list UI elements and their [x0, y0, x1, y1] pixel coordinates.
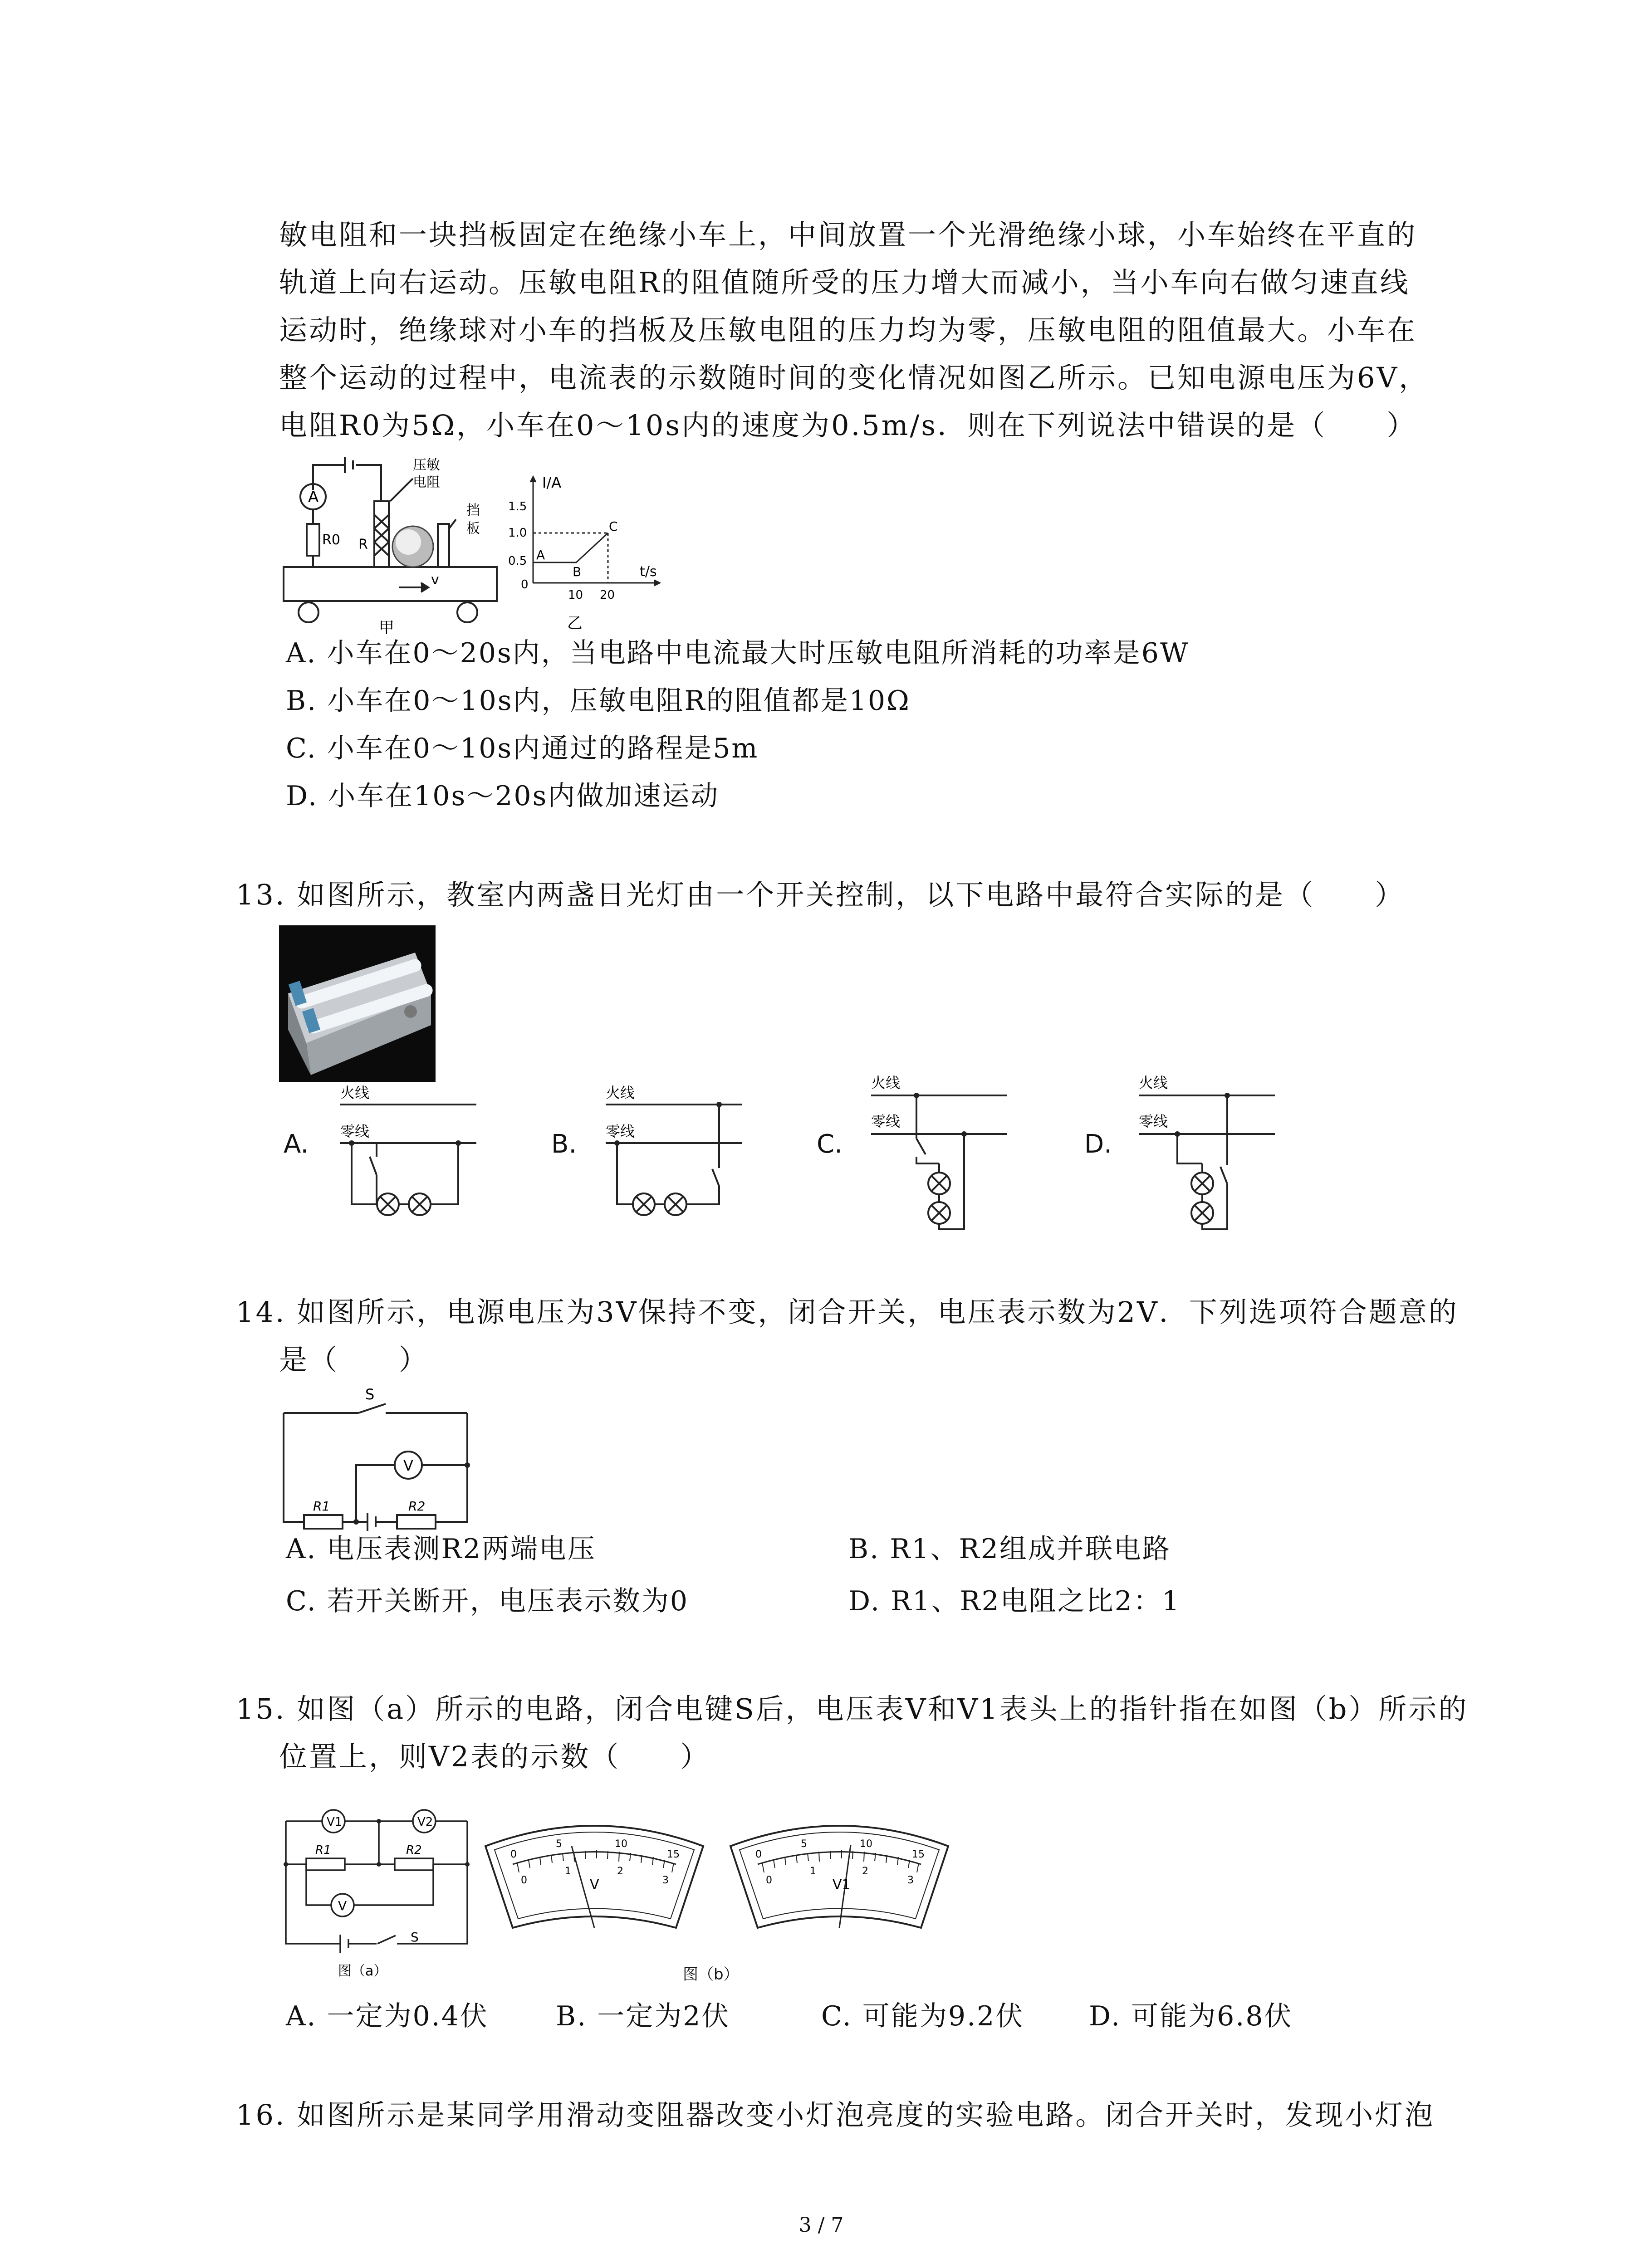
q14-option-c[interactable]: C. 若开关断开，电压表示数为0 — [286, 1585, 689, 1617]
q12-ammeter-label: A — [308, 488, 319, 506]
q15-m1-outer-5: 5 — [556, 1838, 562, 1850]
q14-switch-label: S — [365, 1386, 375, 1403]
q15-m2-outer-5: 5 — [801, 1838, 807, 1850]
q14-r1-label: R1 — [313, 1499, 330, 1514]
q15-m2-inner-2: 2 — [862, 1866, 868, 1877]
q12-option-d[interactable]: D. 小车在10s～20s内做加速运动 — [286, 780, 720, 812]
q15-option-b[interactable]: B. 一定为2伏 — [556, 2000, 730, 2032]
q15-m1-inner-3: 3 — [662, 1875, 669, 1886]
q15-r1-label: R1 — [315, 1843, 331, 1857]
q12-option-c[interactable]: C. 小车在0～10s内通过的路程是5m — [286, 733, 759, 764]
q14-stem-line-2: 是（ ） — [279, 1343, 429, 1376]
q14-stem-line-1: 14. 如图所示，电源电压为3V保持不变，闭合开关，电压表示数为2V．下列选项符合题意的 — [236, 1295, 1459, 1329]
q15-m1-inner-1: 1 — [565, 1866, 571, 1877]
q15-v2-label: V2 — [417, 1815, 433, 1829]
q12-yi-point-a: A — [536, 547, 545, 562]
q15-m1-outer-10: 10 — [615, 1838, 627, 1850]
q12-line-2: 轨道上向右运动。压敏电阻R的阻值随所受的压力增大而减小，当小车向右做匀速直线 — [279, 266, 1410, 299]
q12-line-5: 电阻R0为5Ω，小车在0～10s内的速度为0.5m/s．则在下列说法中错误的是（ ） — [279, 409, 1417, 442]
q15-caption-a: 图（a） — [338, 1963, 387, 1979]
q13-b-neutral: 零线 — [606, 1123, 635, 1140]
q13-option-d-label[interactable]: D. — [1084, 1129, 1112, 1159]
q12-yi-ytick-0: 0 — [521, 578, 529, 591]
q15-option-d[interactable]: D. 可能为6.8伏 — [1089, 2000, 1293, 2032]
q12-line-3: 运动时，绝缘球对小车的挡板及压敏电阻的压力均为零，压敏电阻的阻值最大。小车在 — [279, 313, 1417, 347]
q12-yi-xtick-20: 20 — [600, 588, 615, 602]
q12-resistor-label: 电阻 — [413, 474, 440, 490]
q16-stem: 16. 如图所示是某同学用滑动变阻器改变小灯泡亮度的实验电路。闭合开关时，发现小灯泡 — [236, 2098, 1435, 2131]
q13-circuit-d[interactable] — [1130, 1070, 1279, 1238]
q15-stem-line-2: 位置上，则V2表的示数（ ） — [279, 1740, 710, 1773]
q15-r2-label: R2 — [406, 1843, 422, 1857]
q15-m2-inner-0: 0 — [766, 1875, 772, 1886]
q13-a-neutral: 零线 — [340, 1123, 370, 1140]
q13-b-live: 火线 — [606, 1084, 635, 1101]
q12-r0-label: R0 — [322, 532, 340, 548]
q12-yi-xtick-10: 10 — [568, 588, 583, 602]
q12-v-label: v — [431, 572, 439, 588]
q13-circuit-a[interactable] — [331, 1082, 481, 1232]
q15-m1-outer-0: 0 — [510, 1849, 517, 1860]
q13-lamp-photo — [279, 925, 436, 1082]
q15-m1-inner-2: 2 — [617, 1866, 623, 1877]
q14-voltmeter-label: V — [403, 1457, 413, 1474]
q12-stem — [279, 211, 1440, 449]
q15-s-label: S — [411, 1930, 419, 1945]
q13-circuit-b[interactable] — [597, 1082, 746, 1232]
q13-option-b-label[interactable]: B. — [551, 1129, 577, 1159]
q12-line-1: 敏电阻和一块挡板固定在绝缘小车上，中间放置一个光滑绝缘小球，小车始终在平直的 — [279, 218, 1417, 251]
q15-m1-inner-0: 0 — [521, 1875, 527, 1886]
q12-r-label: R — [358, 537, 368, 552]
q15-v-label: V — [338, 1898, 347, 1913]
q12-pressure-label: 压敏 — [413, 457, 440, 473]
q12-figure-yi — [508, 474, 671, 633]
q13-c-neutral: 零线 — [871, 1113, 901, 1130]
q14-option-d[interactable]: D. R1、R2电阻之比2：1 — [848, 1585, 1181, 1617]
q12-yi-ylabel: I/A — [542, 474, 562, 491]
q14-option-b[interactable]: B. R1、R2组成并联电路 — [848, 1533, 1171, 1565]
q15-m2-outer-0: 0 — [755, 1849, 762, 1860]
q12-baffle-label-1: 挡 — [466, 503, 480, 518]
q13-stem: 13. 如图所示，教室内两盏日光灯由一个开关控制，以下电路中最符合实际的是（ ） — [236, 878, 1405, 911]
q13-c-live: 火线 — [871, 1074, 901, 1091]
q15-m2-outer-10: 10 — [860, 1838, 872, 1850]
q12-caption-yi: 乙 — [567, 614, 583, 632]
q13-d-neutral: 零线 — [1139, 1113, 1168, 1130]
q13-circuit-c[interactable] — [862, 1070, 1012, 1238]
q12-yi-ytick-10: 1.0 — [508, 526, 527, 540]
q13-a-live: 火线 — [340, 1084, 370, 1101]
q14-r2-label: R2 — [408, 1499, 426, 1514]
q12-line-4: 整个运动的过程中，电流表的示数随时间的变化情况如图乙所示。已知电源电压为6V， — [279, 361, 1429, 394]
q15-circuit-a — [277, 1808, 481, 1980]
q15-caption-b: 图（b） — [683, 1965, 739, 1984]
q15-m2-name: V1 — [833, 1877, 851, 1893]
q15-m2-inner-3: 3 — [907, 1875, 914, 1886]
q15-option-c[interactable]: C. 可能为9.2伏 — [821, 2000, 1024, 2032]
q12-option-a[interactable]: A. 小车在0～20s内，当电路中电流最大时压敏电阻所消耗的功率是6W — [286, 637, 1190, 669]
q15-meter-v1 — [726, 1814, 953, 1941]
q13-d-live: 火线 — [1139, 1074, 1168, 1091]
q12-figure-jia — [277, 451, 508, 637]
q12-baffle-label-2: 板 — [466, 521, 480, 537]
q15-option-a[interactable]: A. 一定为0.4伏 — [286, 2000, 489, 2032]
q15-m2-outer-15: 15 — [912, 1849, 925, 1860]
q12-yi-xlabel: t/s — [640, 564, 657, 580]
q15-v1-label: V1 — [327, 1815, 343, 1829]
q12-yi-ytick-15: 1.5 — [508, 500, 527, 513]
q12-caption-jia: 甲 — [379, 619, 394, 637]
q15-stem-line-1: 15. 如图（a）所示的电路，闭合电键S后，电压表V和V1表头上的指针指在如图（b）所示的 — [236, 1692, 1469, 1725]
q12-option-b[interactable]: B. 小车在0～10s内，压敏电阻R的阻值都是10Ω — [286, 685, 911, 717]
q15-m1-name: V — [590, 1877, 599, 1893]
q14-circuit — [277, 1386, 481, 1535]
q13-option-c-label[interactable]: C. — [817, 1129, 843, 1159]
q12-yi-point-b: B — [573, 564, 582, 579]
page-number: 3 / 7 — [798, 2214, 844, 2237]
q12-yi-point-c: C — [609, 519, 618, 534]
q14-option-a[interactable]: A. 电压表测R2两端电压 — [286, 1533, 596, 1565]
q15-meter-v — [481, 1814, 708, 1941]
q13-option-a-label[interactable]: A. — [284, 1129, 309, 1159]
q15-m1-outer-15: 15 — [667, 1849, 680, 1860]
q15-m2-inner-1: 1 — [810, 1866, 816, 1877]
q12-yi-ytick-05: 0.5 — [508, 554, 527, 568]
